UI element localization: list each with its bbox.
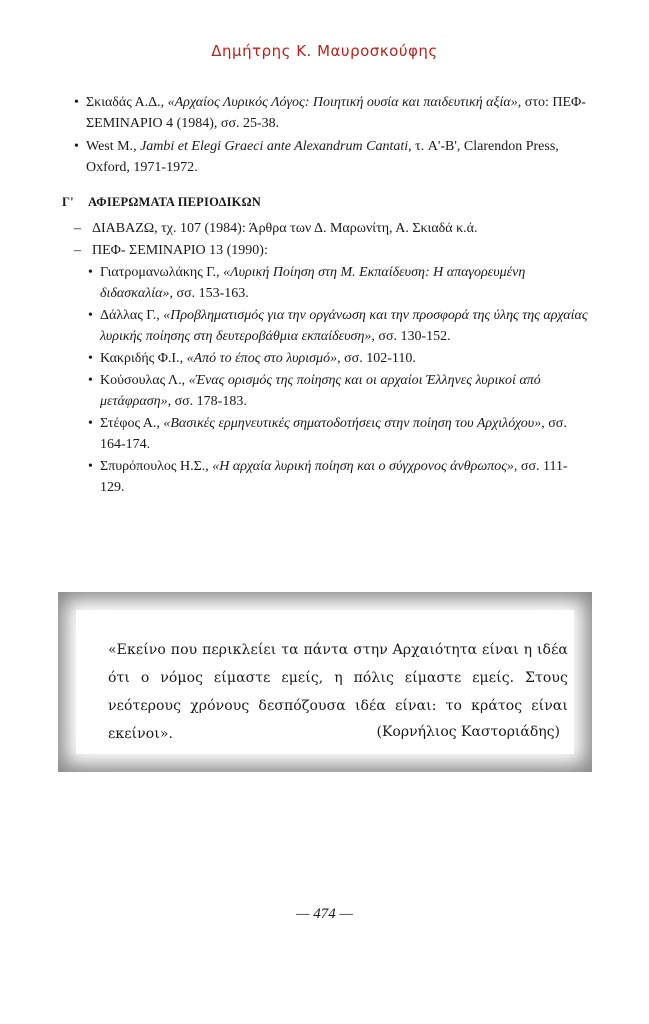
bullet-icon: • bbox=[88, 351, 93, 366]
running-header: Δημήτρης Κ. Μαυροσκούφης bbox=[211, 42, 438, 60]
page-number: — 474 — bbox=[296, 906, 353, 922]
reference-title: «Από το έπος στο λυρισμό» bbox=[186, 351, 338, 366]
reference-item bbox=[86, 456, 592, 498]
dash-item bbox=[72, 240, 592, 261]
reference-title: «Αρχαίος Λυρικός Λόγος: Ποιητική ουσία και παιδευτική αξία» bbox=[167, 95, 518, 110]
bullet-icon: • bbox=[74, 139, 79, 154]
dash-icon: – bbox=[74, 243, 81, 258]
reference-item bbox=[86, 413, 592, 455]
bullet-icon: • bbox=[88, 416, 93, 431]
section-number: Γ' bbox=[62, 195, 74, 209]
bullet-icon: • bbox=[88, 459, 93, 474]
reference-details: , στο: ΠΕΦ- ΣΕΜΙΝΑΡΙΟ 4 (1984), σσ. 25-38. bbox=[86, 95, 586, 131]
reference-title: «Ένας ορισμός της ποίησης και οι αρχαίοι Έλληνες λυρικοί από μετάφραση» bbox=[100, 373, 541, 409]
reference-author: West M., bbox=[86, 139, 141, 154]
reference-author: Στέφος Α., bbox=[100, 416, 164, 431]
reference-item bbox=[86, 262, 592, 304]
reference-title: «Λυρική Ποίηση στη Μ. Εκπαίδευση: Η απαγορευμένη διδασκαλία» bbox=[100, 265, 526, 301]
quote-panel bbox=[76, 610, 574, 754]
reference-author: Κακριδής Φ.Ι., bbox=[100, 351, 187, 366]
section-title: ΑΦΙΕΡΩΜΑΤΑ ΠΕΡΙΟΔΙΚΩΝ bbox=[88, 195, 262, 209]
reference-item bbox=[72, 136, 592, 178]
reference-title: Jambi et Elegi Graeci ante Alexandrum Cantati bbox=[140, 139, 409, 154]
bullet-icon: • bbox=[88, 308, 93, 323]
dash-item-text: ΔΙΑΒΑΖΩ, τχ. 107 (1984): Άρθρα των Δ. Μαρωνίτη, Α. Σκιαδά κ.ά. bbox=[92, 221, 478, 236]
reference-author: Σκιαδάς Α.Δ., bbox=[86, 95, 168, 110]
reference-title: «Η αρχαία λυρική ποίηση και ο σύγχρονος άνθρωπος» bbox=[212, 459, 514, 474]
reference-details: , τ. A'-B', Clarendon Press, Oxford, 1971-1972. bbox=[86, 139, 559, 175]
reference-details: , σσ. 178-183. bbox=[167, 394, 247, 409]
reference-details: , σσ. 111-129. bbox=[100, 459, 568, 495]
periodical-list bbox=[72, 218, 592, 499]
reference-author: Κούσουλας Λ., bbox=[100, 373, 189, 388]
quote-text: «Εκείνο που περικλείει τα πάντα στην Αρχαιότητα είναι η ιδέα ότι ο νόμος είμαστε εμείς, η πόλις είμαστε εμείς. Στους νεότερους χρόνους δεσπόζουσα ιδέα είναι: το κράτος είναι εκείνοι». bbox=[108, 642, 568, 742]
reference-author: Δάλλας Γ., bbox=[100, 308, 164, 323]
reference-details: , σσ. 130-152. bbox=[371, 329, 451, 344]
quote-box bbox=[58, 592, 592, 772]
reference-item bbox=[86, 305, 592, 347]
section-heading bbox=[62, 195, 261, 210]
dash-item-text: ΠΕΦ- ΣΕΜΙΝΑΡΙΟ 13 (1990): bbox=[92, 243, 268, 258]
dash-item bbox=[72, 218, 592, 239]
reference-details: , σσ. 153-163. bbox=[169, 286, 249, 301]
reference-title: «Προβληματισμός για την οργάνωση και την προσφορά της ύλης της αρχαίας λυρικής ποίησης στη δευτεροβάθμια εκπαίδευση» bbox=[100, 308, 588, 344]
references-list bbox=[72, 92, 592, 180]
nested-reference-list bbox=[86, 262, 592, 498]
reference-title: «Βασικές ερμηνευτικές σηματοδοτήσεις στην ποίηση του Αρχιλόχου» bbox=[163, 416, 542, 431]
bullet-icon: • bbox=[88, 373, 93, 388]
reference-details: , σσ. 102-110. bbox=[337, 351, 416, 366]
bullet-icon: • bbox=[88, 265, 93, 280]
reference-details: , σσ. 164-174. bbox=[100, 416, 567, 452]
reference-item bbox=[86, 348, 592, 369]
reference-author: Σπυρόπουλος Η.Σ., bbox=[100, 459, 213, 474]
reference-item bbox=[86, 370, 592, 412]
reference-item bbox=[72, 92, 592, 134]
quote-author: (Κορνήλιος Καστοριάδης) bbox=[376, 724, 560, 740]
reference-author: Γιατρομανωλάκης Γ., bbox=[100, 265, 224, 280]
dash-icon: – bbox=[74, 221, 81, 236]
bullet-icon: • bbox=[74, 95, 79, 110]
